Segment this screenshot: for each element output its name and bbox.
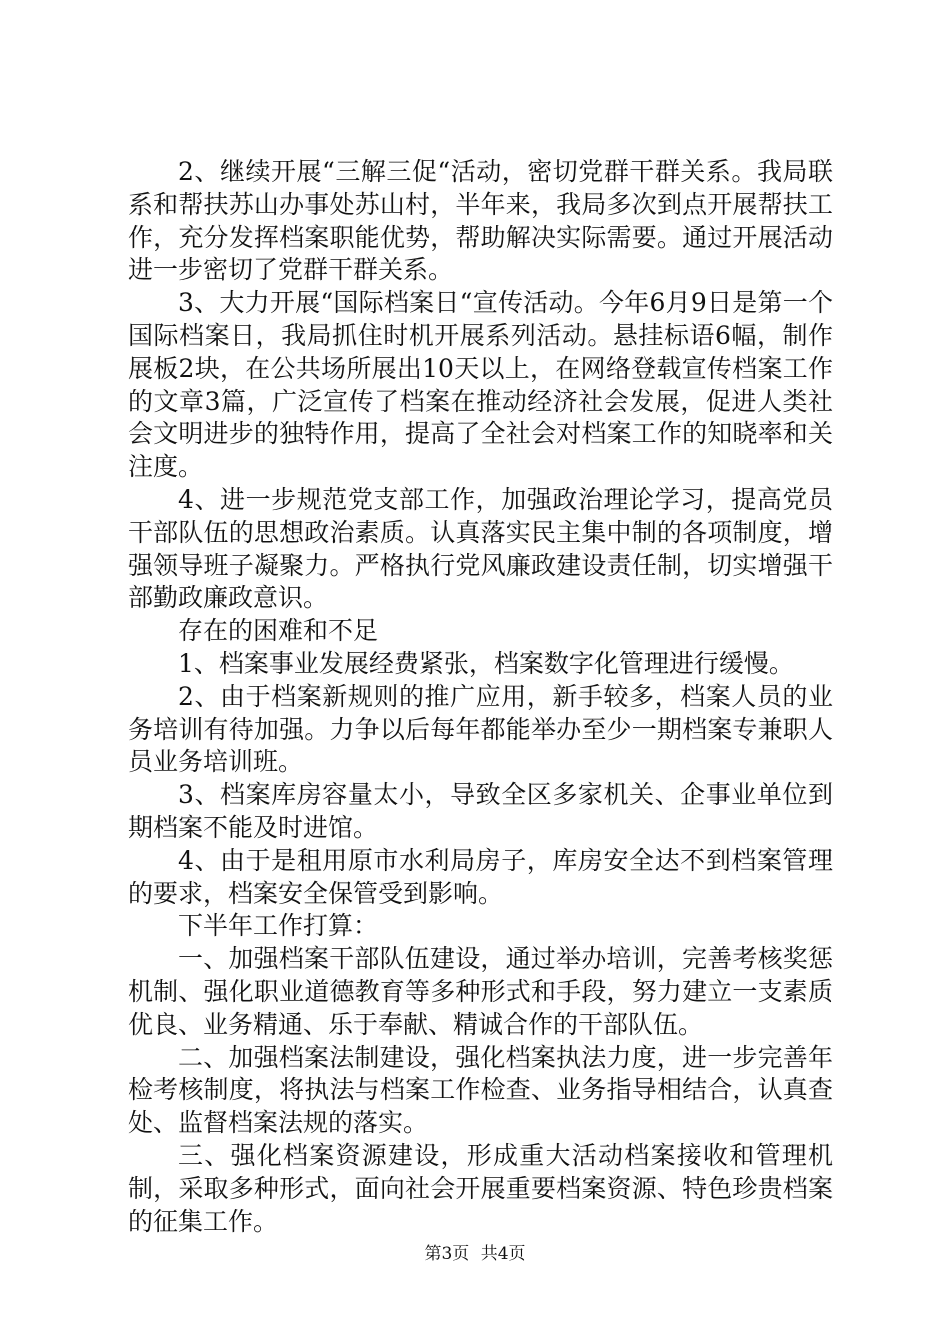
page-number: 第3页 [424,1244,470,1264]
paragraph-item-4: 4、进一步规范党支部工作，加强政治理论学习，提高党员干部队伍的思想政治素质。认真落实民主集中制的各项制度，增强领导班子凝聚力。严格执行党风廉政建设责任制，切实增强干部勤政廉政意识。 [128,484,833,613]
plan-item-1: 一、加强档案干部队伍建设，通过举办培训，完善考核奖惩机制、强化职业道德教育等多种形式和手段，努力建立一支素质优良、业务精通、乐于奉献、精诚合作的干部队伍。 [128,944,833,1039]
paragraph-item-3: 3、大力开展“国际档案日“宣传活动。今年6月9日是第一个国际档案日，我局抓住时机开展系列活动。悬挂标语6幅，制作展板2块，在公共场所展出10天以上，在网络登载宣传档案工作的文章3篇，广泛宣传了档案在推动经济社会发展，促进人类社会文明进步的独特作用，提高了全社会对档案工作的知晓率和关注度。 [128,288,833,482]
difficulty-item-4: 4、由于是租用原市水利局房子，库房安全达不到档案管理的要求，档案安全保管受到影响。 [128,845,833,908]
document-body [128,156,833,1238]
section-heading-plans: 下半年工作打算： [178,911,379,941]
paragraph-item-2: 2、继续开展“三解三促“活动，密切党群干群关系。我局联系和帮扶苏山办事处苏山村，半年来，我局多次到点开展帮扶工作，充分发挥档案职能优势，帮助解决实际需要。通过开展活动进一步密切了党群干群关系。 [128,157,833,285]
difficulty-item-3: 3、档案库房容量太小，导致全区多家机关、企事业单位到期档案不能及时进馆。 [128,780,833,842]
section-heading-difficulties: 存在的困难和不足 [178,616,379,646]
page-total: 共4页 [480,1244,526,1264]
difficulty-item-2: 2、由于档案新规则的推广应用，新手较多，档案人员的业务培训有待加强。力争以后每年都能举办至少一期档案专兼职人员业务培训班。 [128,681,833,777]
difficulty-item-1: 1、档案事业发展经费紧张，档案数字化管理进行缓慢。 [178,648,794,678]
page-footer [0,1242,950,1266]
plan-item-3: 三、强化档案资源建设，形成重大活动档案接收和管理机制，采取多种形式，面向社会开展重要档案资源、特色珍贵档案的征集工作。 [128,1140,833,1236]
plan-item-2: 二、加强档案法制建设，强化档案执法力度，进一步完善年检考核制度，将执法与档案工作检查、业务指导相结合，认真查处、监督档案法规的落实。 [128,1042,833,1138]
